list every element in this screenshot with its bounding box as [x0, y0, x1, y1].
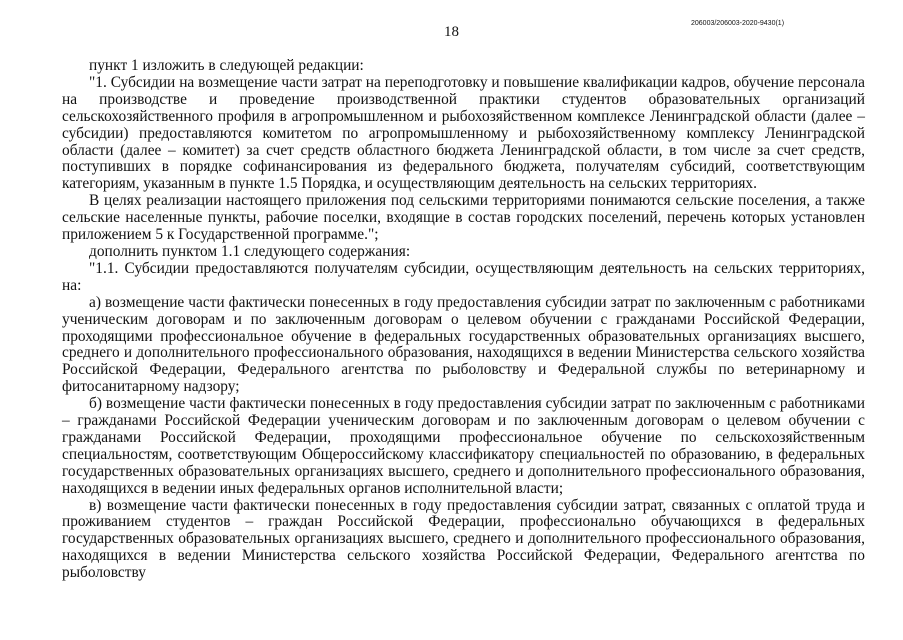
paragraph-subitem-a: а) возмещение части фактически понесенных в году предоставления субсидии затрат по заключенным с работниками ученическим договорам и по заключенным договорам о целевом обучении с гражданами Российской Федерации, проходящими профессиональное обучение в федеральных государственных образовательных организациях высшего, среднего и дополнительного профессионального образования, находящихся в ведении Министерства сельского хозяйства Российской Федерации, Федерального агентства по рыболовству и Федеральной службы по ветеринарному и фитосанитарному надзору; — [62, 293, 865, 396]
paragraph-subitem-b: б) возмещение части фактически понесенных в году предоставления субсидии затрат по заключенным с работниками – гражданами Российской Федерации ученическим договорам и по заключенным договорам о целевом обучении с гражданами Российской Федерации, проходящими профессиональное обучение по сельскохозяйственным специальностям, соответствующим Общероссийскому классификатору специальностей по образованию, в федеральных государственных образовательных организациях высшего, среднего и дополнительного профессионального образования, находящихся в ведении иных федеральных органов исполнительной власти; — [62, 395, 865, 497]
document-code: 206003/206003-2020-9430(1) — [691, 20, 785, 27]
document-body — [62, 58, 865, 582]
paragraph-supplement: дополнить пунктом 1.1 следующего содержания: — [89, 242, 411, 260]
paragraph-subitem-c: в) возмещение части фактически понесенных в году предоставления субсидии затрат, связанных с оплатой труда и проживанием студентов – граждан Российской Федерации, профессионально обучающихся в федеральных государственных образовательных организациях высшего, среднего и дополнительного профессионального образования, находящихся в ведении Министерства сельского хозяйства Российской Федерации, Федерального агентства по рыболовству — [62, 496, 865, 582]
paragraph-item-1-1: "1.1. Субсидии предоставляются получателям субсидии, осуществляющим деятельность на сельских территориях, на: — [62, 259, 865, 294]
paragraph-intro: пункт 1 изложить в следующей редакции: — [89, 57, 364, 74]
paragraph-item-1: "1. Субсидии на возмещение части затрат на переподготовку и повышение квалификации кадров, обучение персонала на производстве и проведение производственной практики студентов образовательных организаций сельскохозяйственного профиля в агропромышленном и рыбохозяйственном комплексе Ленинградской области (далее – субсидии) предоставляются комитетом по агропромышленному и рыбохозяйственному комплексу Ленинградской области (далее – комитет) за счет средств областного бюджета Ленинградской области, в том числе за счет средств, поступивших в порядке софинансирования из федерального бюджета, получателям субсидий, соответствующим категориям, указанным в пункте 1.5 Порядка, и осуществляющим деятельность на сельских территориях. — [62, 73, 865, 193]
page-number: 18 — [444, 24, 459, 40]
paragraph-rural-definition: В целях реализации настоящего приложения под сельскими территориями понимаются сельские поселения, а также сельские населенные пункты, рабочие поселки, входящие в состав городских поселений, перечень которых установлен приложением 5 к Государственной программе."; — [62, 192, 865, 244]
